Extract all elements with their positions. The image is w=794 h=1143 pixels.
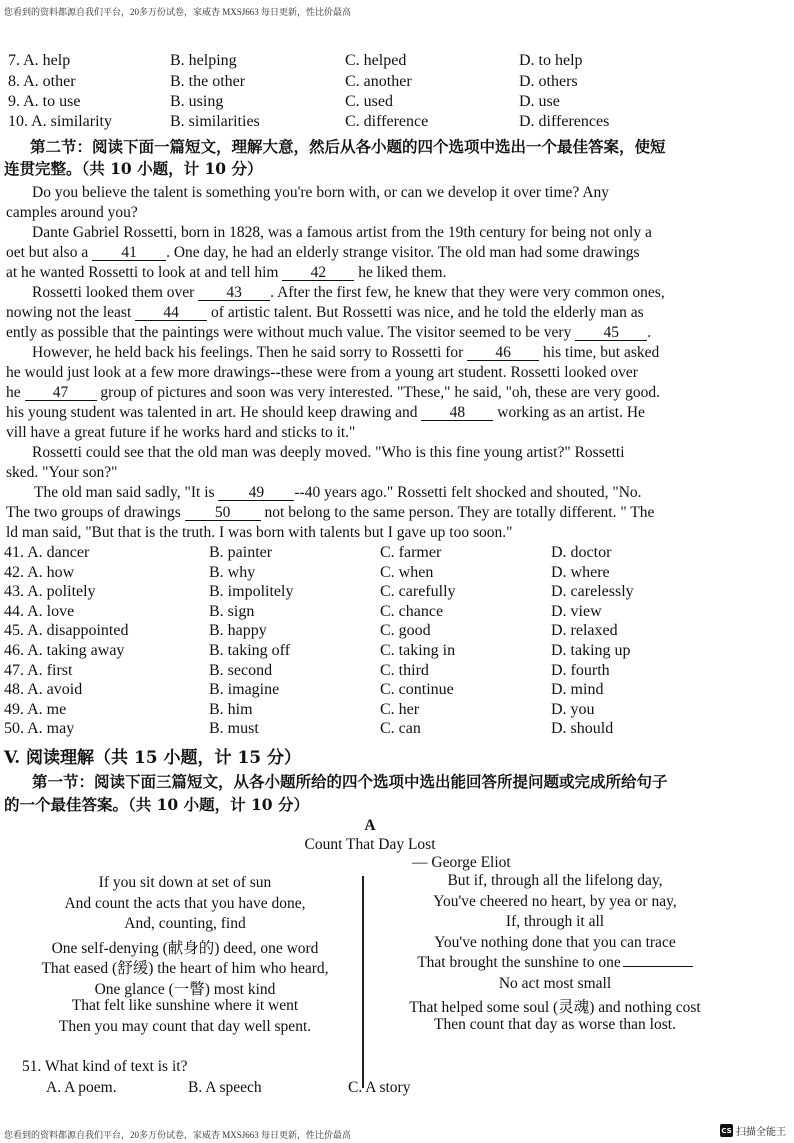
cloze-option-row [0,564,794,584]
option-row [0,93,794,113]
passage-line: his young student was talented in art. He should keep drawing and 48 working as an artist. He [6,404,645,421]
poem-line: If you sit down at set of sun [98,874,272,891]
option-d: D. differences [519,113,610,130]
cloze-option-row [0,701,794,721]
passage-line: sked. "Your son?" [6,464,118,481]
cloze-option-row [0,622,794,642]
option-d: D. others [519,73,578,90]
cloze-option-b: B. painter [209,544,273,561]
scanner-brand [720,1123,786,1138]
camscanner-logo-icon: CS [720,1124,733,1137]
passage-line: nowing not the least 44 of artistic talent. But Rossetti was nice, and he told the elderly man as [6,304,644,321]
cloze-option-b: B. imagine [209,681,280,699]
passage-line: ently as possible that the paintings were without much value. The visitor seemed to be very 45 . [6,324,652,341]
poem-title: Count That Day Lost [304,836,436,853]
blank-42: 42 [282,265,354,281]
passage-line: at he wanted Rossetti to look at and tell him 42 he liked them. [6,264,447,281]
cloze-option-a: 45. A. disappointed [4,622,129,640]
section-v-instruction: 第一节：阅读下面三篇短文，从各小题所给的四个选项中选出能回答所提问题或完成所给句子 [32,772,668,791]
cloze-option-a: 46. A. taking away [4,642,125,659]
cloze-option-row [0,583,794,603]
option-row [0,73,794,93]
poem-line: That felt like sunshine where it went [71,997,299,1014]
question-51-option-b: B. A speech [188,1079,262,1096]
cloze-option-a: 49. A. me [4,700,67,718]
cloze-option-a: 41. A. dancer [4,544,90,561]
cloze-option-row [0,662,794,682]
cloze-option-a: 44. A. love [4,602,75,620]
cloze-option-row [0,720,794,740]
option-d: D. to help [519,52,583,69]
option-c: C. another [345,73,412,90]
cloze-option-c: C. chance [380,602,444,620]
blank-45: 45 [575,325,647,341]
section2-instruction: 连贯完整。（共 10 小题，计 10 分） [4,159,263,178]
poem-line: And count the acts that you have done, [64,894,306,912]
cloze-option-d: D. relaxed [551,622,618,640]
cloze-option-d: D. where [551,563,610,581]
passage-label: A [364,817,376,834]
passage-line: Dante Gabriel Rossetti, born in 1828, was a famous artist from the 19th century for being not only a [32,224,652,241]
cloze-option-b: B. him [209,700,253,718]
blank-50: 50 [185,505,261,521]
cloze-option-row [0,544,794,564]
section2-instruction: 第二节：阅读下面一篇短文，理解大意，然后从各小题的四个选项中选出一个最佳答案，使短 [30,137,666,156]
blank-44: 44 [135,305,207,321]
poem-line: You've cheered no heart, by yea or nay, [433,892,677,910]
poem-line: Then you may count that day well spent. [58,1017,312,1035]
passage-line: ld man said, "But that is the truth. I was born with talents but I gave up too soon." [6,524,513,541]
option-d: D. use [519,93,560,110]
cloze-option-row [0,681,794,701]
passage-line: vill have a great future if he works hard and sticks to it." [6,424,356,441]
cloze-option-d: D. mind [551,681,604,699]
cloze-option-d: D. view [551,602,602,620]
option-b: B. helping [170,52,237,69]
cloze-option-c: C. third [380,661,429,679]
option-row [0,113,794,133]
option-row [0,52,794,72]
cloze-option-b: B. sign [209,602,255,620]
cloze-option-b: B. happy [209,622,267,640]
option-c: C. used [345,93,393,110]
poem-line: You've nothing done that you can trace [434,933,676,951]
cloze-option-d: D. carelessly [551,583,634,601]
option-c: C. difference [345,113,429,130]
cloze-option-b: B. why [209,563,256,581]
blank-48: 48 [421,405,493,421]
option-b: B. similarities [170,113,260,130]
passage-line: he would just look at a few more drawings--these were from a young art student. Rossetti looked over [6,364,638,381]
passage-line: Do you believe the talent is something you're born with, or can we develop it over time? Any [32,184,610,201]
cloze-option-c: C. continue [380,681,454,699]
blank-46: 46 [467,345,539,361]
cloze-option-b: B. must [209,720,259,738]
cloze-option-b: B. second [209,661,273,679]
poem-author: — George Eliot [412,854,511,871]
cloze-option-d: D. taking up [551,642,631,659]
brand-text: 扫描全能王 [736,1127,786,1138]
section-v-instruction: 的一个最佳答案。（共 10 小题，计 10 分） [4,795,309,814]
cloze-option-a: 42. A. how [4,563,75,581]
blank-49: 49 [218,485,294,501]
cloze-option-d: D. fourth [551,661,610,679]
passage-line: Rossetti could see that the old man was deeply moved. "Who is this fine young artist?" Rossetti [32,444,625,461]
option-a: 8. A. other [8,73,76,90]
header-notice: 您看到的资料都源自我们平台，20多万份试卷，家威杏 MXSJ663 每日更新，性比价最高 [4,7,352,17]
passage-line: However, he held back his feelings. Then he said sorry to Rossetti for 46 his time, but asked [32,344,660,361]
cloze-option-c: C. farmer [380,544,442,561]
cloze-option-c: C. taking in [380,642,456,659]
passage-line: oet but also a 41 . One day, he had an elderly strange visitor. The old man had some drawings [6,244,640,261]
cloze-option-c: C. good [380,622,431,640]
blank-47: 47 [25,385,97,401]
question-51: 51. What kind of text is it? [22,1058,188,1075]
cloze-option-a: 48. A. avoid [4,681,83,699]
question-51-option-a: A. A poem. [46,1079,117,1096]
passage-line: Rossetti looked them over 43 . After the first few, he knew that they were very common ones, [32,284,665,301]
cloze-option-row [0,603,794,623]
cloze-option-a: 43. A. politely [4,583,96,601]
passage-line: The old man said sadly, "It is 49 --40 years ago." Rossetti felt shocked and shouted, "No. [34,484,642,501]
cloze-option-b: B. taking off [209,642,291,659]
poem-line: And, counting, find [124,915,246,932]
option-c: C. helped [345,52,407,69]
cloze-option-d: D. you [551,700,595,718]
footer-notice: 您看到的资料都源自我们平台，20多万份试卷，家威杏 MXSJ663 每日更新，性比价最高 [4,1130,352,1140]
option-a: 7. A. help [8,52,71,69]
cloze-option-c: C. her [380,700,420,718]
passage-line: The two groups of drawings 50 not belong to the same person. They are totally different. " The [6,504,655,521]
blank-41: 41 [92,245,166,261]
cloze-option-a: 47. A. first [4,661,73,679]
blank-43: 43 [198,285,270,301]
option-a: 9. A. to use [8,93,81,110]
cloze-option-c: C. when [380,563,434,581]
question-51-option-c: C. A story [348,1079,411,1096]
poem-line: But if, through all the lifelong day, [447,872,663,889]
poem-line: If, through it all [505,913,605,930]
poem-line: Then count that day as worse than lost. [434,1015,676,1033]
cloze-option-c: C. can [380,720,421,738]
poem-line: One glance (一瞥) most kind [94,980,276,998]
poem-blank [623,966,693,967]
option-a: 10. A. similarity [8,113,112,130]
passage-line: he 47 group of pictures and soon was very interested. "These," he said, "oh, these are very good. [6,384,660,401]
poem-line: That eased (舒缓) the heart of him who heard, [41,960,329,977]
poem-line: One self-denying (献身的) deed, one word [51,939,319,957]
option-b: B. using [170,93,224,110]
cloze-option-d: D. doctor [551,544,612,561]
cloze-option-row [0,642,794,662]
section-v-title: V. 阅读理解（共 15 小题，计 15 分） [4,748,302,768]
cloze-option-a: 50. A. may [4,720,75,738]
cloze-option-c: C. carefully [380,583,456,601]
option-b: B. the other [170,73,246,90]
poem-line: That brought the sunshine to one [365,954,745,972]
cloze-option-d: D. should [551,720,614,738]
poem-line: No act most small [498,974,612,992]
cloze-option-b: B. impolitely [209,583,294,601]
poem-line: That helped some soul (灵魂) and nothing cost [409,999,701,1016]
passage-line: camples around you? [6,204,138,221]
